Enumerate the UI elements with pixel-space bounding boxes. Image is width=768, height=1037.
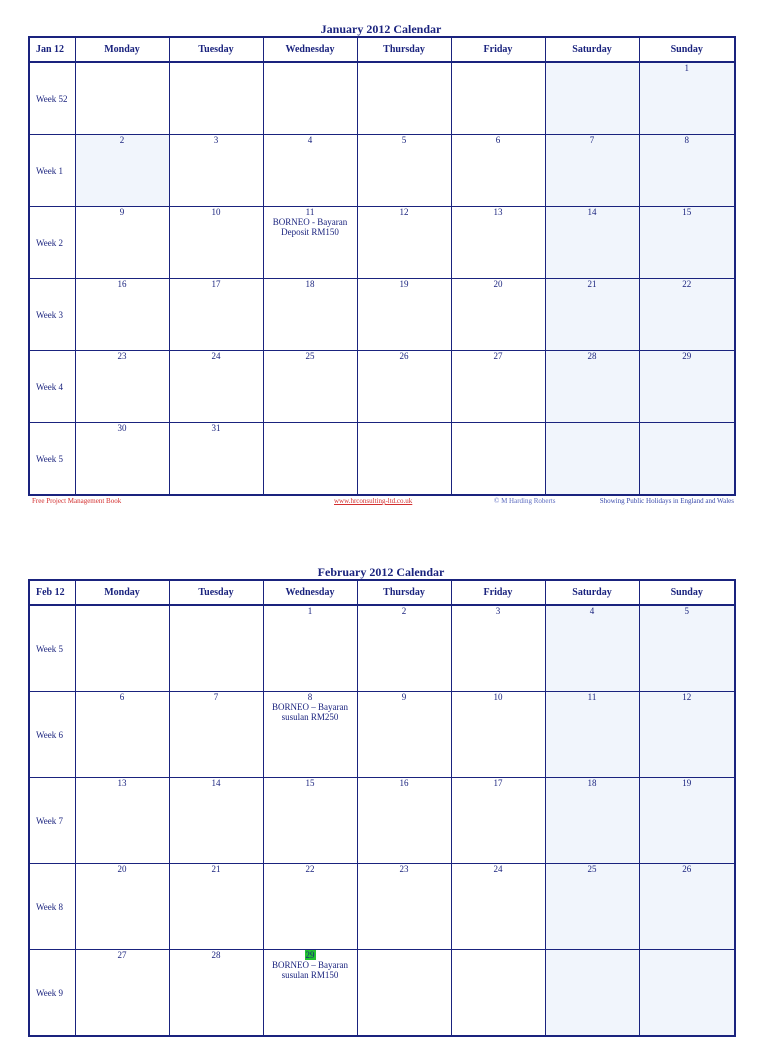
- day-cell[interactable]: [75, 279, 169, 351]
- day-header-wednesday: Wednesday: [263, 37, 357, 62]
- day-number: 6: [495, 135, 501, 145]
- day-number: 17: [211, 279, 221, 289]
- footer-book-link[interactable]: Free Project Management Book: [32, 497, 122, 505]
- day-cell[interactable]: [357, 207, 451, 279]
- day-number: 8: [684, 135, 689, 145]
- day-cell[interactable]: [75, 423, 169, 496]
- week-label: Week 5: [29, 605, 75, 692]
- highlighted-day-number: 29: [305, 950, 315, 960]
- day-number: 27: [493, 351, 503, 361]
- day-cell[interactable]: [263, 207, 357, 279]
- calendar-title: January 2012 Calendar: [320, 22, 442, 36]
- february-calendar: [28, 565, 734, 1037]
- day-cell[interactable]: [75, 950, 169, 1037]
- day-cell[interactable]: [357, 62, 451, 135]
- day-cell[interactable]: [357, 605, 451, 692]
- day-header-saturday: Saturday: [545, 580, 639, 605]
- day-number: 13: [117, 778, 127, 788]
- day-cell[interactable]: [639, 279, 735, 351]
- day-cell[interactable]: [639, 423, 735, 496]
- day-number: 9: [119, 207, 125, 217]
- day-number: 29: [682, 351, 692, 361]
- january-calendar: [28, 22, 734, 507]
- day-cell[interactable]: [451, 135, 545, 207]
- day-header-sunday: Sunday: [639, 37, 735, 62]
- day-number: [264, 950, 357, 960]
- event-note: BORNEO – Bayaran susulan RM150: [272, 960, 348, 980]
- day-number: 12: [682, 692, 692, 702]
- day-header-tuesday: Tuesday: [169, 580, 263, 605]
- day-cell[interactable]: [357, 692, 451, 778]
- week-label: Week 4: [29, 351, 75, 423]
- day-cell[interactable]: [75, 62, 169, 135]
- day-cell[interactable]: [263, 62, 357, 135]
- day-number: 1: [307, 606, 313, 616]
- day-cell[interactable]: [451, 778, 545, 864]
- day-header-monday: Monday: [75, 580, 169, 605]
- week-row: [29, 423, 735, 496]
- day-number: 24: [493, 864, 503, 874]
- day-cell[interactable]: [545, 692, 639, 778]
- week-row: [29, 351, 735, 423]
- day-number: 7: [213, 692, 219, 702]
- week-label: Week 8: [29, 864, 75, 950]
- day-cell[interactable]: [169, 778, 263, 864]
- day-number: 14: [211, 778, 221, 788]
- day-cell[interactable]: [169, 864, 263, 950]
- week-label: Week 7: [29, 778, 75, 864]
- day-number: 23: [399, 864, 409, 874]
- day-cell[interactable]: [639, 207, 735, 279]
- day-cell[interactable]: [75, 605, 169, 692]
- day-cell[interactable]: [451, 207, 545, 279]
- day-number: 16: [399, 778, 409, 788]
- calendar-footer: [28, 497, 734, 507]
- day-cell[interactable]: [169, 950, 263, 1037]
- day-number: 22: [305, 864, 315, 874]
- day-cell[interactable]: [545, 351, 639, 423]
- day-number: 3: [495, 606, 501, 616]
- week-row: [29, 605, 735, 692]
- day-number: 28: [587, 351, 597, 361]
- day-cell[interactable]: [357, 864, 451, 950]
- day-number: 7: [589, 135, 595, 145]
- day-cell[interactable]: [357, 423, 451, 496]
- day-cell[interactable]: [545, 605, 639, 692]
- week-label: Week 6: [29, 692, 75, 778]
- day-number: 13: [493, 207, 503, 217]
- week-label: Week 2: [29, 207, 75, 279]
- day-number: 20: [117, 864, 127, 874]
- day-number: 27: [117, 950, 127, 960]
- day-cell[interactable]: [357, 135, 451, 207]
- week-row: [29, 207, 735, 279]
- day-cell[interactable]: [263, 135, 357, 207]
- day-cell[interactable]: [263, 864, 357, 950]
- day-cell[interactable]: [169, 605, 263, 692]
- header-row: [29, 37, 735, 62]
- day-number: 2: [119, 135, 125, 145]
- day-number: 5: [684, 606, 689, 616]
- week-row: [29, 135, 735, 207]
- day-cell[interactable]: [263, 423, 357, 496]
- day-number: 11: [587, 692, 597, 702]
- week-row: [29, 950, 735, 1037]
- month-corner-label: Feb 12: [29, 580, 75, 605]
- day-number: 8: [307, 692, 313, 702]
- day-cell[interactable]: [169, 692, 263, 778]
- header-row: [29, 580, 735, 605]
- day-number: 10: [493, 692, 503, 702]
- day-number: 11: [305, 207, 315, 217]
- day-cell[interactable]: [169, 62, 263, 135]
- footer-copyright: © M Harding Roberts: [494, 497, 556, 505]
- day-number: 18: [305, 279, 315, 289]
- day-number: 25: [587, 864, 597, 874]
- day-number: 3: [213, 135, 219, 145]
- day-cell[interactable]: [263, 279, 357, 351]
- day-number: 9: [401, 692, 407, 702]
- day-cell[interactable]: [545, 207, 639, 279]
- day-number: 6: [119, 692, 125, 702]
- day-number: 1: [684, 63, 689, 73]
- day-cell[interactable]: [75, 135, 169, 207]
- day-cell[interactable]: [545, 279, 639, 351]
- day-cell[interactable]: [263, 605, 357, 692]
- day-header-wednesday: Wednesday: [263, 580, 357, 605]
- day-header-friday: Friday: [451, 580, 545, 605]
- day-number: 26: [399, 351, 409, 361]
- day-cell[interactable]: [451, 692, 545, 778]
- week-row: [29, 864, 735, 950]
- day-cell[interactable]: [75, 207, 169, 279]
- day-cell[interactable]: [357, 279, 451, 351]
- day-number: 23: [117, 351, 127, 361]
- day-number: 21: [587, 279, 597, 289]
- day-number: 25: [305, 351, 315, 361]
- day-number: 17: [493, 778, 503, 788]
- week-label: Week 5: [29, 423, 75, 496]
- week-row: [29, 692, 735, 778]
- day-cell[interactable]: [639, 950, 735, 1037]
- day-cell[interactable]: [169, 351, 263, 423]
- day-cell[interactable]: [451, 351, 545, 423]
- day-number: 5: [401, 135, 407, 145]
- day-cell[interactable]: [545, 423, 639, 496]
- month-corner-label: Jan 12: [29, 37, 75, 62]
- week-label: Week 52: [29, 62, 75, 135]
- day-cell[interactable]: [545, 135, 639, 207]
- week-label: Week 9: [29, 950, 75, 1037]
- day-number: 16: [117, 279, 127, 289]
- day-cell[interactable]: [169, 135, 263, 207]
- day-cell[interactable]: [451, 864, 545, 950]
- day-cell[interactable]: [451, 279, 545, 351]
- day-header-friday: Friday: [451, 37, 545, 62]
- day-header-sunday: Sunday: [639, 580, 735, 605]
- day-cell[interactable]: [451, 950, 545, 1037]
- day-cell[interactable]: [545, 778, 639, 864]
- day-number: 28: [211, 950, 221, 960]
- day-cell[interactable]: [639, 864, 735, 950]
- day-cell[interactable]: [545, 864, 639, 950]
- day-number: 19: [399, 279, 409, 289]
- day-cell[interactable]: [263, 950, 357, 1037]
- day-cell[interactable]: [263, 778, 357, 864]
- day-number: 4: [589, 606, 595, 616]
- day-cell[interactable]: [639, 135, 735, 207]
- day-header-thursday: Thursday: [357, 580, 451, 605]
- day-number: 4: [307, 135, 313, 145]
- day-header-thursday: Thursday: [357, 37, 451, 62]
- week-row: [29, 279, 735, 351]
- day-number: 26: [682, 864, 692, 874]
- calendar-grid: [28, 36, 736, 496]
- day-cell[interactable]: [263, 692, 357, 778]
- day-cell[interactable]: [451, 605, 545, 692]
- day-number: 20: [493, 279, 503, 289]
- footer-holidays-note: Showing Public Holidays in England and Wales: [599, 497, 734, 505]
- day-number: 14: [587, 207, 597, 217]
- day-cell[interactable]: [357, 351, 451, 423]
- day-cell[interactable]: [639, 351, 735, 423]
- week-label: Week 3: [29, 279, 75, 351]
- day-cell[interactable]: [75, 778, 169, 864]
- day-cell[interactable]: [545, 62, 639, 135]
- day-cell[interactable]: [545, 950, 639, 1037]
- day-cell[interactable]: [169, 279, 263, 351]
- calendar-grid: [28, 579, 736, 1037]
- day-cell[interactable]: [75, 692, 169, 778]
- day-number: 18: [587, 778, 597, 788]
- day-number: 31: [211, 423, 221, 433]
- footer-website-link[interactable]: www.hrconsulting-ltd.co.uk: [334, 497, 413, 505]
- day-number: 12: [399, 207, 409, 217]
- event-note: BORNEO - Bayaran Deposit RM150: [272, 217, 348, 237]
- day-cell[interactable]: [263, 351, 357, 423]
- day-number: 10: [211, 207, 221, 217]
- day-cell[interactable]: [639, 778, 735, 864]
- day-cell[interactable]: [357, 778, 451, 864]
- day-cell[interactable]: [75, 351, 169, 423]
- day-cell[interactable]: [639, 605, 735, 692]
- day-number: 30: [117, 423, 127, 433]
- week-row: [29, 778, 735, 864]
- day-cell[interactable]: [639, 62, 735, 135]
- week-row: [29, 62, 735, 135]
- day-cell[interactable]: [357, 950, 451, 1037]
- day-header-saturday: Saturday: [545, 37, 639, 62]
- event-note: BORNEO – Bayaran susulan RM250: [272, 702, 348, 722]
- day-header-monday: Monday: [75, 37, 169, 62]
- week-label: Week 1: [29, 135, 75, 207]
- day-cell[interactable]: [169, 207, 263, 279]
- day-number: 22: [682, 279, 692, 289]
- day-cell[interactable]: [451, 62, 545, 135]
- calendar-title: February 2012 Calendar: [317, 565, 445, 579]
- day-number: 15: [682, 207, 692, 217]
- day-number: 21: [211, 864, 221, 874]
- day-cell[interactable]: [169, 423, 263, 496]
- day-header-tuesday: Tuesday: [169, 37, 263, 62]
- day-number: 2: [401, 606, 407, 616]
- day-number: 24: [211, 351, 221, 361]
- day-number: 15: [305, 778, 315, 788]
- day-cell[interactable]: [75, 864, 169, 950]
- day-cell[interactable]: [639, 692, 735, 778]
- day-number: 19: [682, 778, 692, 788]
- day-cell[interactable]: [451, 423, 545, 496]
